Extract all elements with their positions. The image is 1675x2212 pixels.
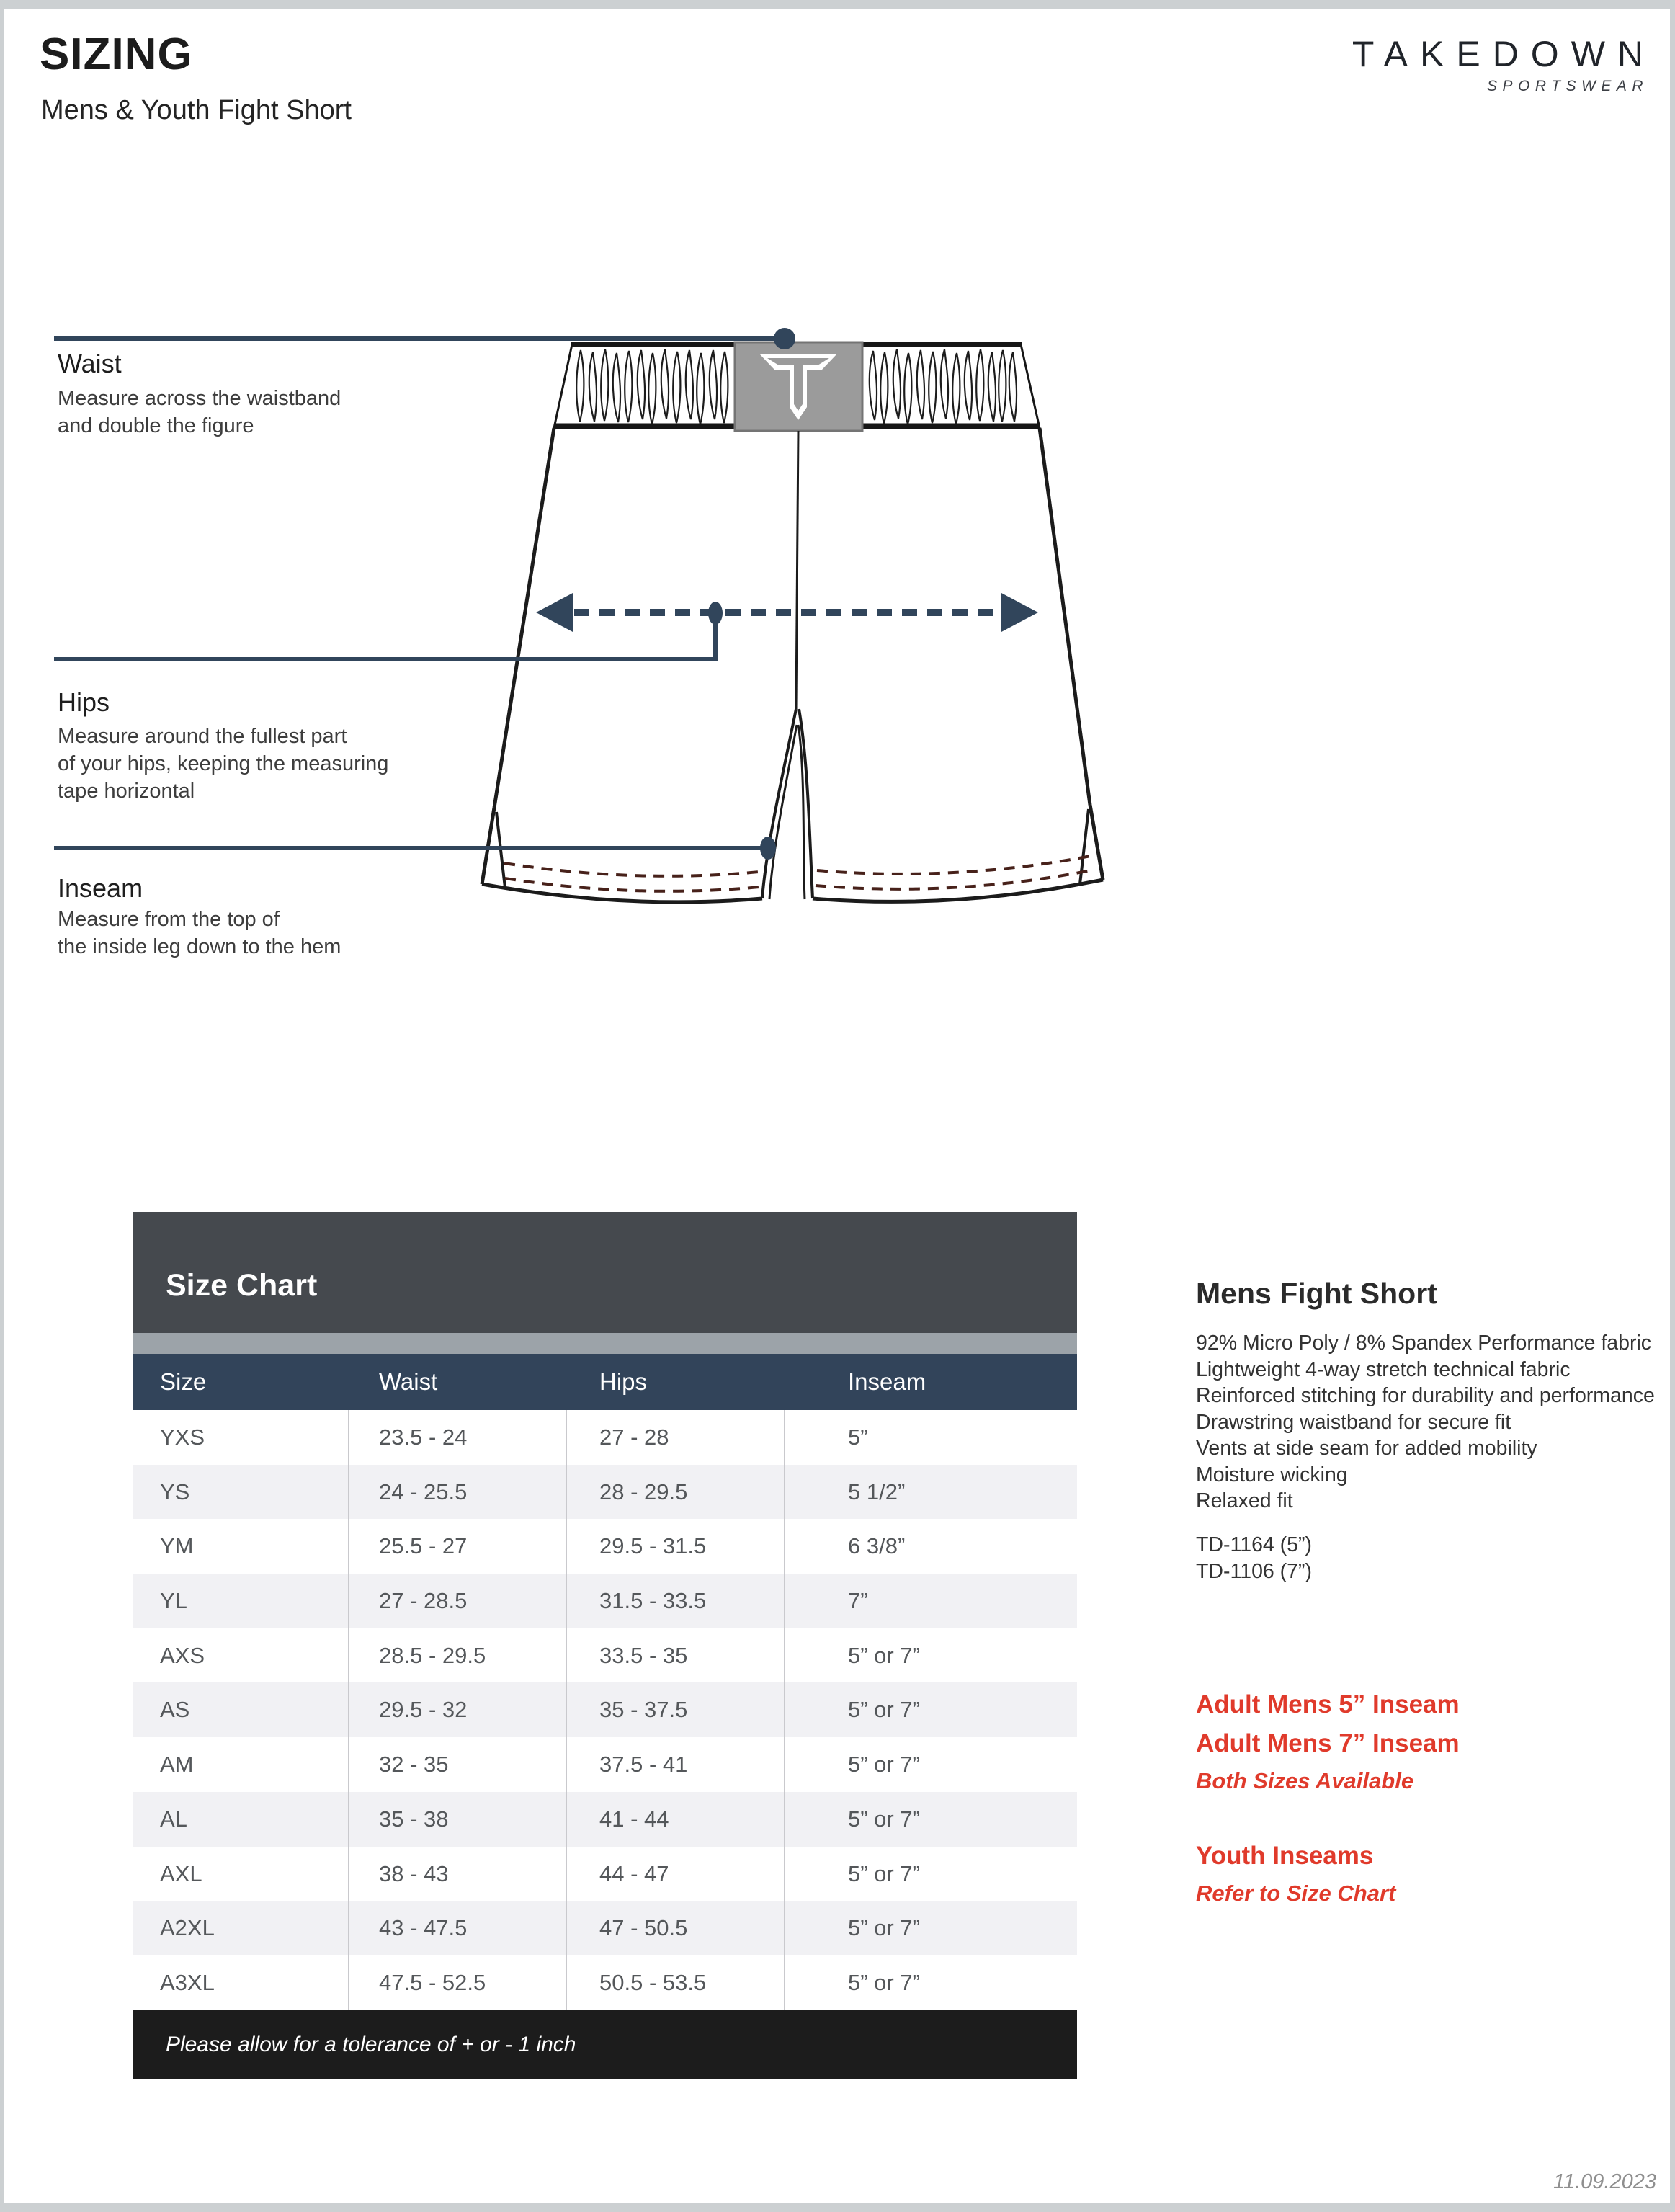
table-cell: AS <box>160 1697 190 1723</box>
table-cell: 5” or 7” <box>848 1806 920 1832</box>
table-cell: 32 - 35 <box>379 1752 449 1778</box>
table-cell: 47 - 50.5 <box>599 1915 688 1941</box>
hips-label: Hips <box>58 687 110 717</box>
sku-5-inch: TD-1164 (5”) <box>1196 1533 1313 1556</box>
table-cell: 5” or 7” <box>848 1697 920 1723</box>
table-cell: 7” <box>848 1588 868 1614</box>
table-cell: 44 - 47 <box>599 1860 669 1886</box>
inseam-pointer-dot <box>760 837 776 860</box>
hips-desc-line2: of your hips, keeping the measuring <box>58 752 389 775</box>
product-skus <box>1196 1532 1312 1585</box>
column-header-hips: Hips <box>599 1368 648 1395</box>
table-cell: YXS <box>160 1424 205 1450</box>
brand-wordmark: TAKEDOWN <box>1352 34 1656 74</box>
adult-5in-inseam-label: Adult Mens 5” Inseam <box>1196 1690 1460 1718</box>
table-cell: AM <box>160 1752 194 1778</box>
table-row <box>133 1574 1077 1628</box>
size-rows <box>133 1410 1077 2010</box>
table-cell: AXL <box>160 1860 202 1886</box>
table-cell: A2XL <box>160 1915 215 1941</box>
page-title: SIZING <box>40 30 193 79</box>
product-feature: Lightweight 4-way stretch technical fabric <box>1196 1357 1571 1381</box>
youth-refer-note: Refer to Size Chart <box>1196 1881 1396 1906</box>
table-cell: A3XL <box>160 1969 215 1995</box>
table-cell: 5” or 7” <box>848 1642 920 1668</box>
table-cell: 5 1/2” <box>848 1479 906 1504</box>
table-cell: 25.5 - 27 <box>379 1533 468 1559</box>
table-row <box>133 1901 1077 1955</box>
size-chart-body <box>133 1410 1077 2010</box>
table-row <box>133 1737 1077 1792</box>
waist-desc-line2: and double the figure <box>58 414 254 437</box>
product-feature: Drawstring waistband for secure fit <box>1196 1410 1511 1434</box>
table-cell: YM <box>160 1533 194 1559</box>
hips-desc-line1: Measure around the fullest part <box>58 725 347 748</box>
hips-measure-arrow <box>536 593 1038 632</box>
table-cell: 6 3/8” <box>848 1533 906 1559</box>
inseam-description <box>58 906 341 960</box>
table-cell: AXS <box>160 1642 205 1668</box>
table-row <box>133 1410 1077 1465</box>
table-cell: 35 - 37.5 <box>599 1697 688 1723</box>
table-cell: 29.5 - 32 <box>379 1697 468 1723</box>
youth-inseams-label: Youth Inseams <box>1196 1842 1374 1870</box>
table-row <box>133 1682 1077 1737</box>
waist-description <box>58 385 341 440</box>
table-cell: YL <box>160 1588 187 1614</box>
table-cell: 28.5 - 29.5 <box>379 1642 486 1668</box>
product-feature: Vents at side seam for added mobility <box>1196 1437 1537 1460</box>
page-edge-bottom <box>0 2203 1675 2212</box>
product-title: Mens Fight Short <box>1196 1277 1437 1310</box>
column-header-inseam: Inseam <box>848 1368 926 1395</box>
inseam-pointer-line <box>54 837 776 860</box>
table-cell: 27 - 28.5 <box>379 1588 468 1614</box>
table-cell: 5” or 7” <box>848 1915 920 1941</box>
table-cell: 5” or 7” <box>848 1969 920 1995</box>
waist-desc-line1: Measure across the waistband <box>58 387 341 410</box>
table-cell: 5” <box>848 1424 868 1450</box>
size-chart-column-header <box>133 1354 1077 1410</box>
table-cell: 47.5 - 52.5 <box>379 1969 486 1995</box>
table-row <box>133 1955 1077 2010</box>
table-cell: 5” or 7” <box>848 1752 920 1778</box>
page-edge-top <box>0 0 1675 9</box>
waistband <box>554 342 1040 431</box>
product-feature: Relaxed fit <box>1196 1489 1293 1512</box>
waist-pointer-dot <box>774 328 795 349</box>
both-sizes-note: Both Sizes Available <box>1196 1768 1414 1793</box>
page-edge-right <box>1670 0 1675 2212</box>
product-feature: Reinforced stitching for durability and performance <box>1196 1384 1655 1407</box>
table-row <box>133 1465 1077 1520</box>
column-header-waist: Waist <box>379 1368 438 1395</box>
size-chart-stripe <box>133 1333 1077 1354</box>
inseam-label: Inseam <box>58 873 143 903</box>
shorts-outline <box>482 428 1103 902</box>
table-cell: 23.5 - 24 <box>379 1424 468 1450</box>
column-divider <box>784 1410 785 2010</box>
table-cell: 28 - 29.5 <box>599 1479 688 1504</box>
brand-logo <box>1352 33 1656 95</box>
table-row <box>133 1847 1077 1901</box>
table-cell: 37.5 - 41 <box>599 1752 688 1778</box>
table-cell: YS <box>160 1479 190 1504</box>
size-chart-title: Size Chart <box>166 1267 318 1303</box>
page-subtitle: Mens & Youth Fight Short <box>41 95 352 125</box>
table-row <box>133 1792 1077 1847</box>
product-feature-list <box>1196 1330 1655 1515</box>
table-cell: 38 - 43 <box>379 1860 449 1886</box>
column-header-size: Size <box>160 1368 207 1395</box>
arrow-right-icon <box>1001 593 1038 632</box>
page-edge-left <box>0 0 4 2212</box>
table-cell: 27 - 28 <box>599 1424 669 1450</box>
column-divider <box>348 1410 349 2010</box>
inseam-desc-line2: the inside leg down to the hem <box>58 935 341 958</box>
tolerance-bar <box>133 2010 1077 2079</box>
waist-label: Waist <box>58 349 122 378</box>
table-cell: 31.5 - 33.5 <box>599 1588 707 1614</box>
table-cell: 24 - 25.5 <box>379 1479 468 1504</box>
table-cell: AL <box>160 1806 187 1832</box>
table-cell: 33.5 - 35 <box>599 1642 688 1668</box>
column-divider <box>566 1410 567 2010</box>
hips-desc-line3: tape horizontal <box>58 780 195 803</box>
table-row <box>133 1519 1077 1574</box>
size-chart-header <box>133 1212 1077 1333</box>
table-cell: 35 - 38 <box>379 1806 449 1832</box>
table-cell: 50.5 - 53.5 <box>599 1969 707 1995</box>
table-cell: 43 - 47.5 <box>379 1915 468 1941</box>
document-date: 11.09.2023 <box>1553 2170 1656 2193</box>
hem-stitching <box>504 856 1091 891</box>
hips-pointer-line <box>54 617 718 659</box>
product-feature: 92% Micro Poly / 8% Spandex Performance fabric <box>1196 1332 1652 1355</box>
table-row <box>133 1628 1077 1683</box>
table-cell: 41 - 44 <box>599 1806 669 1832</box>
tolerance-note: Please allow for a tolerance of + or - 1 inch <box>166 2032 576 2056</box>
brand-tagline: SPORTSWEAR <box>1487 78 1648 94</box>
table-cell: 29.5 - 31.5 <box>599 1533 707 1559</box>
adult-7in-inseam-label: Adult Mens 7” Inseam <box>1196 1729 1460 1757</box>
product-feature: Moisture wicking <box>1196 1463 1348 1486</box>
arrow-left-icon <box>536 593 573 632</box>
table-cell: 5” or 7” <box>848 1860 920 1886</box>
hips-description <box>58 723 388 805</box>
sku-7-inch: TD-1106 (7”) <box>1196 1560 1313 1583</box>
inseam-desc-line1: Measure from the top of <box>58 908 280 931</box>
